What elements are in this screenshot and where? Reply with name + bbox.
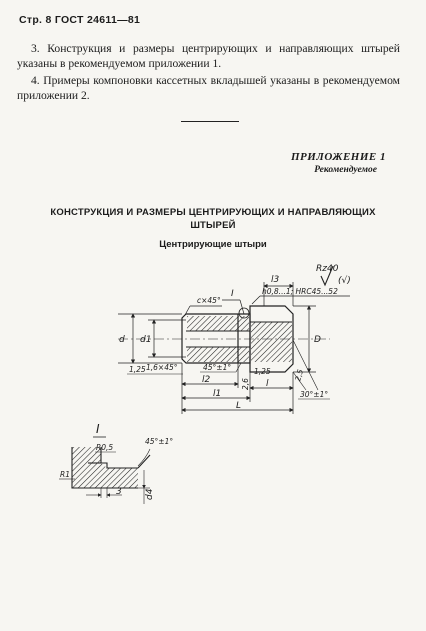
- appendix-status: Рекомендуемое: [314, 165, 377, 175]
- detail-mark: I: [96, 422, 100, 436]
- dim-l2: l2: [202, 375, 211, 385]
- dim-d1: d1: [140, 335, 152, 345]
- detail-dim-3: 3: [116, 487, 122, 497]
- subsection-title: Центрирующие штыри: [159, 239, 267, 250]
- angle-30-note: 30°±1°: [300, 390, 329, 399]
- paragraph-3: 3. Конструкция и размеры центрирующих и направляющих штырей указаны в рекомендуемом приложении 1.: [17, 42, 400, 70]
- detail-hatch: [72, 447, 107, 488]
- chamfer-small-note: 1,6×45°: [146, 363, 178, 372]
- appendix-label: ПРИЛОЖЕНИЕ 1: [290, 151, 386, 163]
- section-title: КОНСТРУКЦИЯ И РАЗМЕРЫ ЦЕНТРИРУЮЩИХ И НАПРАВЛЯЮЩИХ ШТЫРЕЙ: [50, 207, 376, 231]
- section-hatch-top: [187, 316, 249, 331]
- section-hatch-bottom: [187, 347, 249, 362]
- detail-r1: R1: [60, 470, 70, 479]
- section-hatch-head: [251, 322, 292, 362]
- paragraph-4: 4. Примеры компоновки кассетных вкладышей указаны в рекомендуемом приложении 2.: [17, 74, 400, 102]
- roughness-value: Rz40: [316, 264, 339, 274]
- dim-125-right: 1,25: [254, 367, 271, 376]
- dim-25: 2,5: [293, 368, 306, 383]
- dim-125-left: 1,25: [129, 365, 146, 374]
- hardness-leader: [252, 296, 260, 304]
- detail-d4: d4: [145, 488, 155, 500]
- dim-d: d: [119, 335, 125, 345]
- detail-r05: R0,5: [96, 443, 114, 452]
- dim-l-inner: l: [266, 379, 269, 389]
- detail-angle: 45°±1°: [145, 437, 174, 446]
- chamfer-note: c×45°: [197, 296, 221, 305]
- roughness-paren: (√): [338, 276, 351, 286]
- detail-mark-callout: I: [231, 289, 234, 299]
- dim-l1: l1: [213, 389, 222, 399]
- angle-45-note: 45°±1°: [203, 363, 232, 372]
- detail-hatch-2: [107, 468, 138, 488]
- dim-l3: l3: [271, 275, 280, 285]
- hardness-note: h0,8...1; HRC45...52: [262, 287, 338, 296]
- dim-L: L: [236, 401, 242, 411]
- dim-D: D: [314, 335, 321, 345]
- dim-26: 2,6: [241, 378, 250, 390]
- page-header: Стр. 8 ГОСТ 24611—81: [19, 14, 141, 26]
